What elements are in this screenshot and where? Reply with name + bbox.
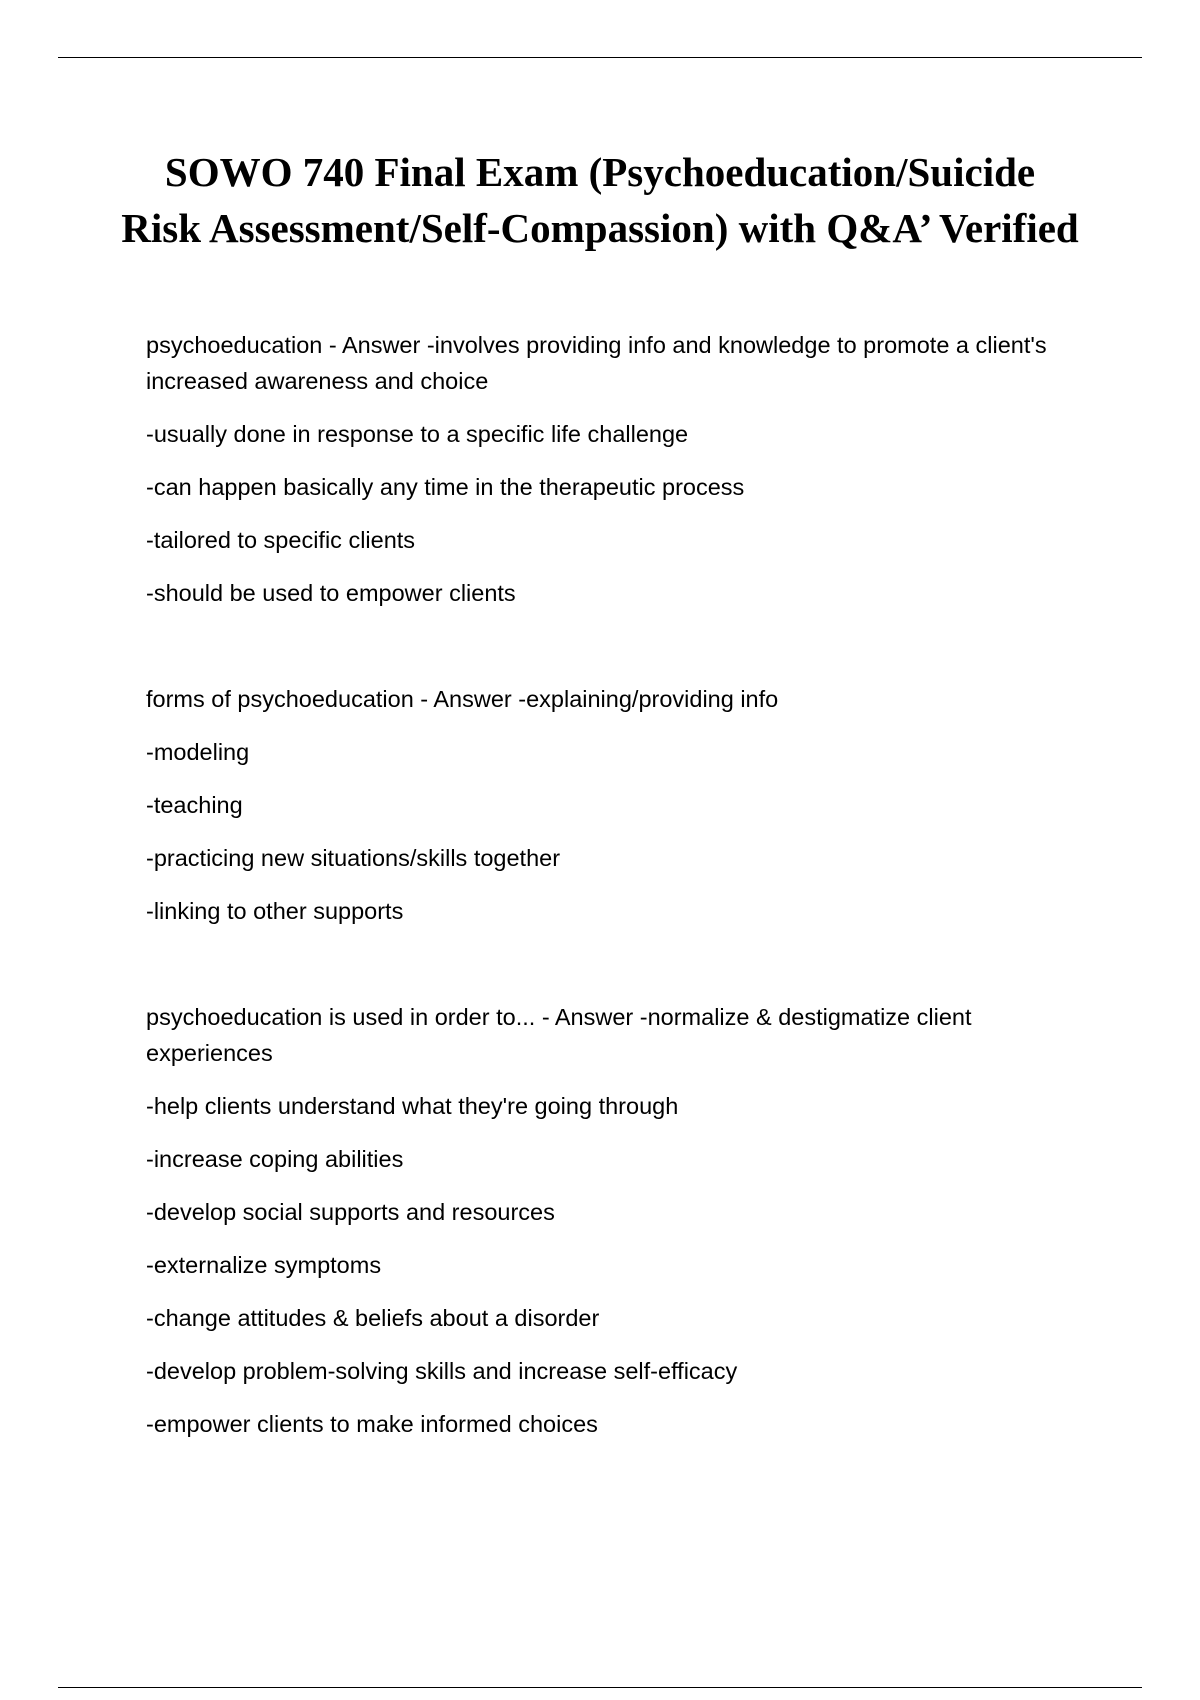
qa-line: -empower clients to make informed choices bbox=[146, 1411, 598, 1437]
qa-block-forms-of-psychoeducation bbox=[146, 681, 1086, 929]
qa-line: -externalize symptoms bbox=[146, 1252, 382, 1278]
document-title: SOWO 740 Final Exam (Psychoeducation/Suicide Risk Assessment/Self-Compassion) with Q&A’ Verified bbox=[121, 149, 1079, 251]
qa-line: -change attitudes & beliefs about a disorder bbox=[146, 1305, 600, 1331]
qa-block-psychoeducation bbox=[146, 327, 1086, 611]
qa-block-psychoeducation-purpose bbox=[146, 999, 1086, 1442]
qa-line: -should be used to empower clients bbox=[146, 580, 516, 606]
qa-line: -practicing new situations/skills together bbox=[146, 845, 561, 871]
top-divider bbox=[58, 57, 1142, 58]
qa-line: forms of psychoeducation - Answer -explaining/providing info bbox=[146, 686, 779, 712]
qa-line: -tailored to specific clients bbox=[146, 527, 416, 553]
qa-line: -teaching bbox=[146, 792, 243, 818]
qa-line: -develop problem-solving skills and increase self-efficacy bbox=[146, 1358, 738, 1384]
qa-line: psychoeducation - Answer -involves providing info and knowledge to promote a client's increased awareness and choice bbox=[146, 332, 1047, 394]
document-body bbox=[146, 327, 1086, 1459]
qa-line: -help clients understand what they're going through bbox=[146, 1093, 679, 1119]
qa-line: -linking to other supports bbox=[146, 898, 404, 924]
qa-line: psychoeducation is used in order to... - Answer -normalize & destigmatize client experiences bbox=[146, 1004, 972, 1066]
qa-line: -increase coping abilities bbox=[146, 1146, 404, 1172]
bottom-divider bbox=[58, 1687, 1142, 1688]
qa-line: -usually done in response to a specific life challenge bbox=[146, 421, 689, 447]
qa-line: -can happen basically any time in the therapeutic process bbox=[146, 474, 745, 500]
qa-line: -modeling bbox=[146, 739, 250, 765]
qa-line: -develop social supports and resources bbox=[146, 1199, 555, 1225]
